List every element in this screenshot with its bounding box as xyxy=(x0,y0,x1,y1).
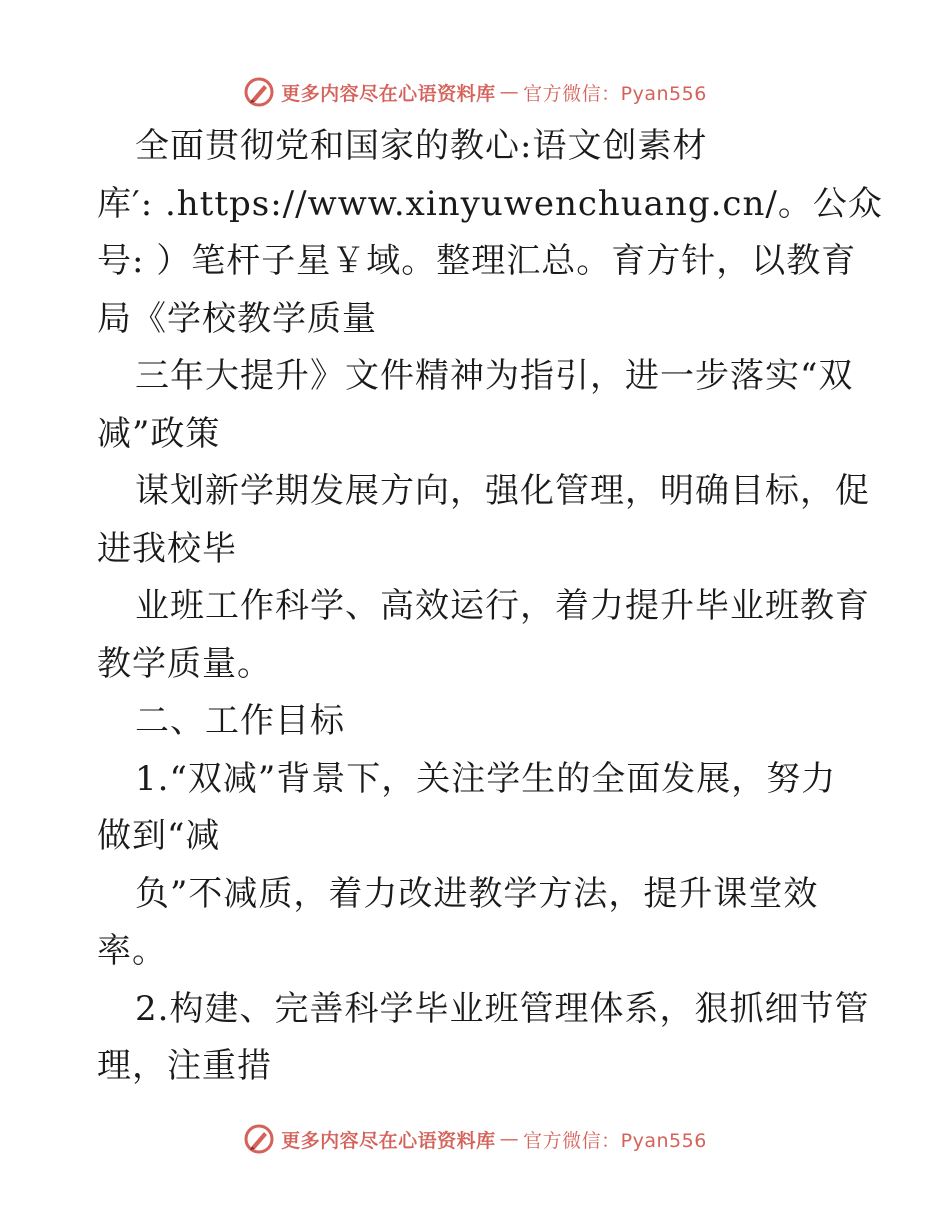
text-line: 局《学校教学质量 xyxy=(97,298,377,339)
watermark-main-text: 更多内容尽在心语资料库 xyxy=(281,1129,496,1152)
document-body xyxy=(97,118,883,1096)
text-line: 2.构建、完善科学毕业班管理体系，狠抓细节管 xyxy=(135,988,870,1029)
section-heading: 二、工作目标 xyxy=(135,701,345,741)
text-line: 减”政策 xyxy=(97,413,221,454)
pen-logo-icon xyxy=(243,76,275,108)
text-line: 进我校毕 xyxy=(97,528,237,569)
text-line-url xyxy=(97,176,883,234)
text-line: 谋划新学期发展方向，强化管理，明确目标，促 xyxy=(135,471,870,511)
watermark-dash: — xyxy=(499,1128,520,1150)
header-watermark xyxy=(0,76,950,108)
text-line: 库′: .https://www.xinyuwenchuang.cn/。公众 xyxy=(97,183,883,224)
watermark-account-text: 官方微信：Pyan556 xyxy=(523,82,707,105)
text-line: 1.“双减”背景下，关注学生的全面发展，努力 xyxy=(135,758,837,799)
watermark-account-text: 官方微信：Pyan556 xyxy=(523,1129,707,1152)
text-line: 负”不减质，着力改进教学方法，提升课堂效 xyxy=(135,873,819,914)
text-line: 号: ）笔杆子星￥域。整理汇总。育方针，以教育 xyxy=(97,241,857,281)
pen-logo-icon xyxy=(243,1123,275,1155)
text-line: 率。 xyxy=(97,931,167,971)
footer-watermark xyxy=(0,1123,950,1155)
text-line: 业班工作科学、高效运行，着力提升毕业班教育 xyxy=(135,586,870,626)
text-line: 做到“减 xyxy=(97,816,221,856)
text-line: 教学质量。 xyxy=(97,643,272,684)
watermark-main-text: 更多内容尽在心语资料库 xyxy=(281,82,496,105)
text-line: 理，注重措 xyxy=(97,1046,272,1086)
text-line: 全面贯彻党和国家的教心:语文创素材 xyxy=(135,126,708,166)
watermark-dash: — xyxy=(499,81,520,103)
text-line: 三年大提升》文件精神为指引，进一步落实“双 xyxy=(135,356,854,396)
